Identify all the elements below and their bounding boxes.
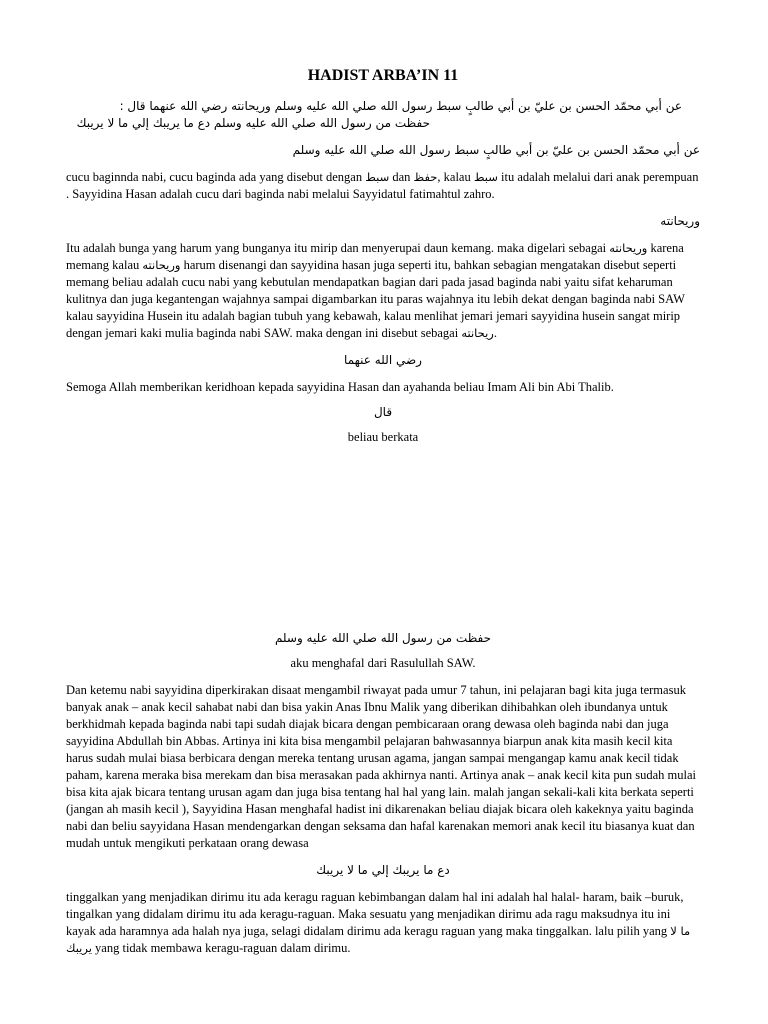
document-body: [66, 66, 700, 957]
arabic-heading-3: رضي الله عنهما: [344, 353, 422, 367]
paragraph-1-text-b: dan: [389, 170, 414, 184]
paragraph-1-text-c: , kalau: [437, 170, 474, 184]
heading-5-translation: aku menghafal dari Rasulullah SAW.: [290, 656, 476, 670]
paragraph-5-text-a: tinggalkan yang menjadikan dirimu itu ada keragu raguan kebimbangan dalam hal ini adalah hal halal- haram, baik –buruk, tingalkan yang didalam dirimu itu ada keragu-raguan. Maka sesuatu yang menjadikan dirimu ada ragu maksudnya itu ini kayak ada haramnya ada halah nya juga, selagi didalam dirimu ada keragu raguan yang maka tinggalkan. lalu pilih yang: [66, 890, 684, 938]
paragraph-3: Semoga Allah memberikan keridhoan kepada sayyidina Hasan dan ayahanda beliau Imam Ali bin Abi Thalib.: [66, 380, 614, 394]
hadith-text-line1: عن أبي محمّد الحسن بن عليّ بن أبي طالبٍ سبط رسول الله صلي الله عليه وسلم وريحانته رضي الله عنهما قال :: [119, 99, 682, 113]
heading-4-translation: beliau berkata: [347, 430, 419, 444]
paragraph-5-text-b: yang tidak membawa keragu-raguan dalam dirimu.: [91, 941, 351, 955]
paragraph-2-text-b: karena memang kalau: [66, 241, 684, 272]
paragraph-1-text-a: cucu baginnda nabi, cucu baginda ada yang disebut dengan: [66, 170, 366, 184]
paragraph-4: Dan ketemu nabi sayyidina diperkirakan disaat mengambil riwayat pada umur 7 tahun, ini pelajaran bagi kita juga termasuk banyak anak – anak kecil sahabat nabi dan bisa yakin Anas Ibnu Malik yang diberikan dihibahkan oleh ibundanya untuk berkhidmah kepada baginda nabi tapi sudah diajak bicara dengan pembicaraan orang dewasa oleh baginda nabi dan juga sayyidina Abdullah bin Abbas. Artinya ini kita bisa mengambil pelajaran bahwasannya biarpun anak kita masih kecil kita harus sudah mulai biasa berbicara dengan mereka tentang urusan agama, jangan sampai mengangap kamu anak kecil tidak paham, karena meraka bisa merekam dan bisa merasakan pada akhirnya nanti. Artinya anak – anak kecil kita pun sudah mulai bisa kita ajak bicara tentang urusan agam dan juga bisa tentang hal hal yang lain. malah jangan sekali-kali kita berkata seperti (jangan ah masih kecil ), Sayyidina Hasan menghafal hadist ini dikarenakan beliau diajak bicara oleh kakeknya yaitu baginda nabi dan beliu sayyidana Hasan mendengarkan dengan seksama dan hafal karenakan memori anak kecil itu biasanya kuat dan mudah untuk mengikuti perkataan orang dewasa: [66, 683, 696, 850]
paragraph-2-arabic-3: ريحانته: [461, 326, 494, 340]
paragraph-2-text-a: Itu adalah bunga yang harum yang bunganya itu mirip dan menyerupai daun kemang. maka digelari sebagai: [66, 241, 610, 255]
page-title: HADIST ARBA’IN 11: [307, 67, 459, 84]
paragraph-2-text-c: harum disenangi dan sayyidina hasan juga seperti itu, bahkan sebagian mengatakan disebut seperti memang beliau adalah cucu nabi yang kebutulan mendapatkan bagian dari pada jasad baginda nabi yaitu sifat keharuman kulitnya dan juga kegantengan wajahnya sampai digambarkan itu paras wajahnya itu lebih dekat dengan baginda nabi SAW kalau sayyidina Husein itu adalah bagian tubuh yang kebawah, kalau menlihat jemari jemari sayyidina husein sangat mirip dengan jemari kaki mulia baginda nabi SAW. maka dengan ini disebut sebagai: [66, 258, 685, 340]
arabic-heading-2: وريحانته: [660, 214, 700, 228]
paragraph-2-arabic-1: وريحانته: [609, 241, 648, 255]
paragraph-1-arabic-1: سبط: [365, 170, 390, 184]
arabic-heading-5: حفظت من رسول الله صلي الله عليه وسلم: [274, 631, 492, 645]
paragraph-5-arabic-1: ما لا يريبك: [66, 924, 691, 955]
arabic-heading-4: قال: [373, 405, 393, 419]
paragraph-1-arabic-3: سبط: [473, 170, 498, 184]
arabic-heading-1: عن أبي محمّد الحسن بن عليّ بن أبي طالبٍ سبط رسول الله صلي الله عليه وسلم: [292, 143, 700, 157]
paragraph-2-text-d: .: [493, 326, 497, 340]
hadith-text-line2: حفظت من رسول الله صلي الله عليه وسلم دع ما يريبك إلي ما لا يريبك: [76, 116, 430, 130]
paragraph-2: [66, 240, 700, 342]
paragraph-1: [66, 169, 700, 203]
paragraph-2-arabic-2: وريحانته: [142, 258, 181, 272]
paragraph-1-text-d: itu adalah melalui dari anak perempuan . Sayyidina Hasan adalah cucu dari baginda nabi melalui Sayyidatul fatimahtul zahro.: [66, 170, 699, 201]
arabic-heading-6: دع ما يريبك إلي ما لا يريبك: [316, 863, 450, 877]
blank-space: [66, 446, 700, 630]
paragraph-5: [66, 889, 700, 957]
paragraph-1-arabic-2: حفظ: [413, 170, 438, 184]
